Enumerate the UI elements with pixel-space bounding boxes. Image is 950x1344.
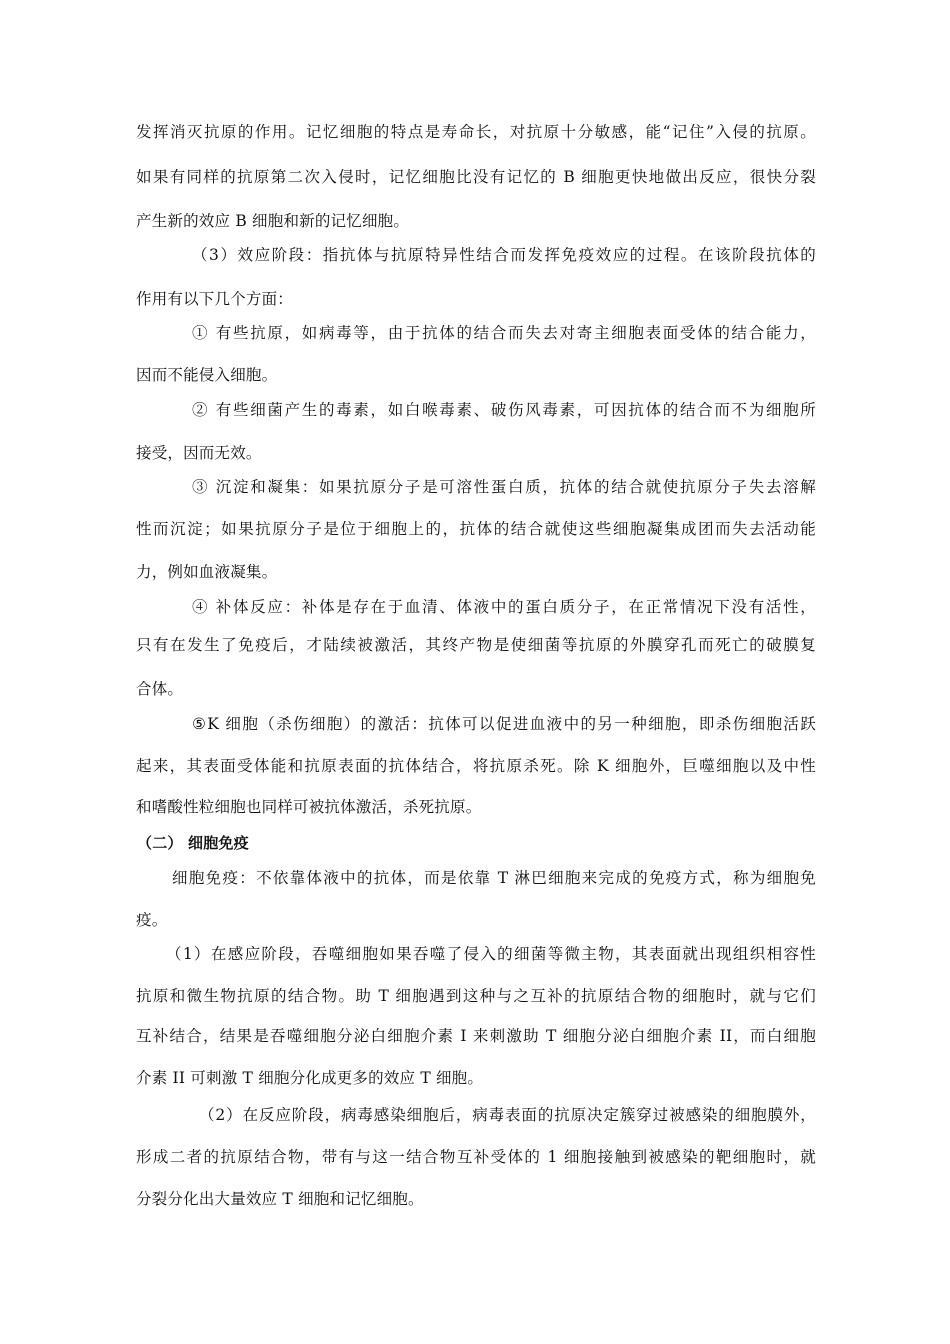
paragraph-line: 因而不能侵入细胞。 [136, 366, 278, 384]
paragraph-line: ③ 沉淀和凝集：如果抗原分子是可溶性蛋白质，抗体的结合就使抗原分子失去溶解 [192, 478, 816, 496]
paragraph-line: ⑤K 细胞（杀伤细胞）的激活：抗体可以促进血液中的另一种细胞，即杀伤细胞活跃 [192, 715, 816, 733]
section-heading: （二） 细胞免疫 [137, 834, 249, 852]
paragraph-line: ① 有些抗原，如病毒等，由于抗体的结合而失去对寄主细胞表面受体的结合能力， [192, 324, 816, 342]
paragraph-line: 如果有同样的抗原第二次入侵时，记忆细胞比没有记忆的 B 细胞更快地做出反应，很快分裂 [136, 168, 816, 186]
paragraph-line: 和嗜酸性粒细胞也同样可被抗体激活，杀死抗原。 [136, 798, 482, 816]
paragraph-line: 细胞免疫：不依靠体液中的抗体，而是依靠 T 淋巴细胞来完成的免疫方式，称为细胞免 [172, 869, 816, 887]
paragraph-line: 力，例如血液凝集。 [136, 563, 278, 581]
paragraph-line: 合体。 [136, 680, 184, 698]
paragraph-line: 产生新的效应 B 细胞和新的记忆细胞。 [136, 212, 410, 230]
paragraph-line: （3）效应阶段：指抗体与抗原特异性结合而发挥免疫效应的过程。在该阶段抗体的 [192, 246, 816, 264]
paragraph-line: （2）在反应阶段，病毒感染细胞后，病毒表面的抗原决定簇穿过被感染的细胞膜外， [199, 1106, 816, 1124]
paragraph-line: （1）在感应阶段，吞噬细胞如果吞噬了侵入的细菌等微主物，其表面就出现组织相容性 [166, 945, 816, 963]
paragraph-line: 接受，因而无效。 [136, 444, 262, 462]
paragraph-line: 起来，其表面受体能和抗原表面的抗体结合，将抗原杀死。除 K 细胞外，巨噬细胞以及中性 [136, 757, 816, 775]
paragraph-line: 抗原和微生物抗原的结合物。助 T 细胞遇到这种与之互补的抗原结合物的细胞时，就与它们 [136, 987, 816, 1005]
paragraph-line: 互补结合，结果是吞噬细胞分泌白细胞介素 I 来刺激助 T 细胞分泌白细胞介素 II，而白细胞 [136, 1027, 816, 1045]
paragraph-line: ② 有些细菌产生的毒素，如白喉毒素、破伤风毒素，可因抗体的结合而不为细胞所 [192, 401, 816, 419]
paragraph-line: 发挥消灭抗原的作用。记忆细胞的特点是寿命长，对抗原十分敏感，能“记住”入侵的抗原。 [136, 123, 816, 141]
paragraph-line: 疫。 [136, 911, 168, 929]
paragraph-line: 性而沉淀；如果抗原分子是位于细胞上的，抗体的结合就使这些细胞凝集成团而失去活动能 [136, 520, 816, 538]
paragraph-line: 只有在发生了免疫后，才陆续被激活，其终产物是使细菌等抗原的外膜穿孔而死亡的破膜复 [136, 636, 816, 654]
paragraph-line: 作用有以下几个方面： [136, 290, 294, 308]
paragraph-line: ④ 补体反应：补体是存在于血清、体液中的蛋白质分子，在正常情况下没有活性， [192, 598, 816, 616]
paragraph-line: 分裂分化出大量效应 T 细胞和记忆细胞。 [136, 1190, 424, 1208]
paragraph-line: 形成二者的抗原结合物，带有与这一结合物互补受体的 1 细胞接触到被感染的靶细胞时，就 [136, 1148, 816, 1166]
paragraph-line: 介素 II 可刺激 T 细胞分化成更多的效应 T 细胞。 [136, 1069, 484, 1087]
